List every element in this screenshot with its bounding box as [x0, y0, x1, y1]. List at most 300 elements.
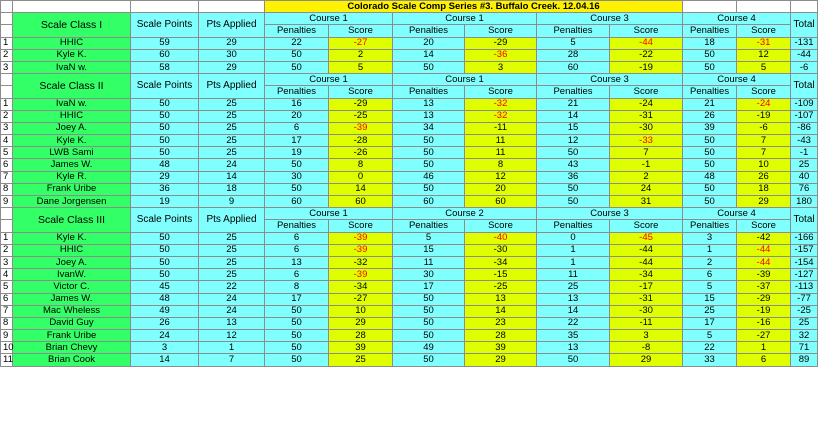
score-cell: -32 — [465, 110, 537, 122]
class-name: Scale Class III — [13, 208, 131, 232]
pts-applied: 24 — [199, 305, 265, 317]
pts-applied: 9 — [199, 196, 265, 208]
table-row — [1, 305, 818, 317]
score-cell: -42 — [737, 232, 791, 244]
total-cell: -113 — [791, 281, 818, 293]
total-cell: -1 — [791, 147, 818, 159]
score-cell: 5 — [737, 61, 791, 73]
table-row — [1, 37, 818, 49]
penalties-cell: 50 — [265, 317, 329, 329]
score-header: Score — [329, 25, 393, 37]
penalties-header: Penalties — [683, 25, 737, 37]
total-cell: -43 — [791, 135, 818, 147]
total-header: Total — [791, 13, 818, 37]
score-cell: -40 — [465, 232, 537, 244]
class-name: Scale Class II — [13, 74, 131, 98]
driver-name: HHIC — [13, 244, 131, 256]
score-cell: -30 — [610, 305, 683, 317]
penalties-cell: 50 — [265, 342, 329, 354]
penalties-cell: 60 — [265, 196, 329, 208]
score-header: Score — [610, 86, 683, 98]
score-cell: 6 — [737, 354, 791, 366]
score-cell: -30 — [610, 122, 683, 134]
penalties-cell: 50 — [683, 61, 737, 73]
pts-applied: 25 — [199, 269, 265, 281]
row-number: 10 — [1, 342, 13, 354]
score-cell: -39 — [329, 244, 393, 256]
penalties-header: Penalties — [393, 86, 465, 98]
row-number-header — [1, 220, 13, 232]
course-header: Course 1 — [393, 13, 537, 25]
penalties-cell: 13 — [393, 98, 465, 110]
row-number: 1 — [1, 232, 13, 244]
penalties-cell: 6 — [265, 232, 329, 244]
score-cell: -27 — [737, 330, 791, 342]
score-cell: 1 — [737, 342, 791, 354]
penalties-header: Penalties — [683, 86, 737, 98]
score-cell: -1 — [610, 159, 683, 171]
penalties-header: Penalties — [393, 220, 465, 232]
penalties-cell: 60 — [537, 61, 610, 73]
penalties-header: Penalties — [265, 86, 329, 98]
penalties-cell: 17 — [265, 135, 329, 147]
total-cell: 32 — [791, 330, 818, 342]
driver-name: James W. — [13, 159, 131, 171]
driver-name: Kyle K. — [13, 232, 131, 244]
score-cell: -25 — [329, 110, 393, 122]
penalties-cell: 50 — [537, 183, 610, 195]
score-header: Score — [737, 25, 791, 37]
score-cell: -44 — [610, 244, 683, 256]
penalties-cell: 50 — [393, 159, 465, 171]
pts-applied: 25 — [199, 110, 265, 122]
class-header-row — [1, 74, 818, 86]
score-cell: 10 — [737, 159, 791, 171]
score-cell: 29 — [465, 354, 537, 366]
pts-applied: 25 — [199, 135, 265, 147]
penalties-cell: 50 — [393, 317, 465, 329]
row-number-header — [1, 13, 13, 25]
penalties-cell: 50 — [393, 305, 465, 317]
penalties-cell: 11 — [537, 269, 610, 281]
score-cell: -45 — [610, 232, 683, 244]
penalties-cell: 48 — [683, 171, 737, 183]
scale-points: 36 — [131, 183, 199, 195]
row-number-header — [1, 25, 13, 37]
penalties-cell: 20 — [393, 37, 465, 49]
penalties-cell: 50 — [537, 196, 610, 208]
score-cell: -32 — [465, 98, 537, 110]
score-cell: -27 — [329, 37, 393, 49]
row-number: 2 — [1, 244, 13, 256]
penalties-cell: 25 — [683, 305, 737, 317]
table-row — [1, 147, 818, 159]
table-row — [1, 159, 818, 171]
table-row — [1, 244, 818, 256]
pts-applied: 18 — [199, 183, 265, 195]
row-number: 6 — [1, 159, 13, 171]
penalties-cell: 19 — [265, 147, 329, 159]
scale-points: 26 — [131, 317, 199, 329]
penalties-cell: 50 — [683, 147, 737, 159]
penalties-cell: 50 — [537, 354, 610, 366]
row-number: 1 — [1, 98, 13, 110]
pts-applied: 22 — [199, 281, 265, 293]
row-number-header — [1, 74, 13, 86]
penalties-cell: 50 — [393, 135, 465, 147]
driver-name: James W. — [13, 293, 131, 305]
penalties-cell: 0 — [537, 232, 610, 244]
row-number: 5 — [1, 281, 13, 293]
penalties-cell: 26 — [683, 110, 737, 122]
driver-name: IvaN w. — [13, 98, 131, 110]
penalties-header: Penalties — [265, 220, 329, 232]
scale-points: 48 — [131, 159, 199, 171]
score-cell: -25 — [465, 281, 537, 293]
penalties-header: Penalties — [393, 25, 465, 37]
table-row — [1, 196, 818, 208]
score-cell: -31 — [610, 293, 683, 305]
total-cell: 25 — [791, 317, 818, 329]
penalties-cell: 50 — [393, 147, 465, 159]
row-number: 9 — [1, 330, 13, 342]
penalties-header: Penalties — [537, 86, 610, 98]
row-number-header — [1, 86, 13, 98]
scale-points: 58 — [131, 61, 199, 73]
table-row — [1, 281, 818, 293]
penalties-cell: 14 — [537, 305, 610, 317]
table-row — [1, 49, 818, 61]
score-cell: -39 — [329, 232, 393, 244]
penalties-cell: 22 — [683, 342, 737, 354]
scale-points: 29 — [131, 171, 199, 183]
table-row — [1, 183, 818, 195]
penalties-cell: 14 — [537, 110, 610, 122]
class-header-row — [1, 13, 818, 25]
driver-name: Kyle K. — [13, 49, 131, 61]
pts-applied-header: Pts Applied — [199, 74, 265, 98]
scale-points: 19 — [131, 196, 199, 208]
score-cell: -17 — [610, 281, 683, 293]
driver-name: HHIC — [13, 110, 131, 122]
driver-name: Frank Uribe — [13, 183, 131, 195]
scale-points-header: Scale Points — [131, 208, 199, 232]
score-header: Score — [329, 220, 393, 232]
score-header: Score — [329, 86, 393, 98]
total-cell: -166 — [791, 232, 818, 244]
row-number: 2 — [1, 49, 13, 61]
pts-applied: 25 — [199, 98, 265, 110]
row-number: 8 — [1, 317, 13, 329]
score-cell: 20 — [465, 183, 537, 195]
table-row — [1, 135, 818, 147]
penalties-cell: 15 — [537, 122, 610, 134]
penalties-cell: 2 — [683, 256, 737, 268]
penalties-cell: 50 — [265, 354, 329, 366]
score-cell: -39 — [737, 269, 791, 281]
scale-points: 50 — [131, 110, 199, 122]
course-header: Course 3 — [537, 74, 683, 86]
score-cell: -34 — [610, 269, 683, 281]
scale-points: 48 — [131, 293, 199, 305]
penalties-cell: 17 — [265, 293, 329, 305]
score-cell: 29 — [329, 317, 393, 329]
row-number: 4 — [1, 135, 13, 147]
score-header: Score — [737, 220, 791, 232]
pts-applied: 13 — [199, 317, 265, 329]
class-header-row — [1, 208, 818, 220]
penalties-cell: 21 — [683, 98, 737, 110]
scale-points: 3 — [131, 342, 199, 354]
total-cell: -6 — [791, 61, 818, 73]
penalties-cell: 21 — [537, 98, 610, 110]
pts-applied: 30 — [199, 49, 265, 61]
score-header: Score — [465, 220, 537, 232]
score-cell: -44 — [737, 256, 791, 268]
total-cell: -154 — [791, 256, 818, 268]
table-row — [1, 256, 818, 268]
score-cell: -6 — [737, 122, 791, 134]
total-cell: -157 — [791, 244, 818, 256]
table-row — [1, 110, 818, 122]
total-cell: 40 — [791, 171, 818, 183]
scale-points: 50 — [131, 244, 199, 256]
course-header: Course 1 — [265, 13, 393, 25]
penalties-cell: 13 — [265, 256, 329, 268]
penalties-header: Penalties — [265, 25, 329, 37]
driver-name: David Guy — [13, 317, 131, 329]
penalties-cell: 30 — [393, 269, 465, 281]
score-cell: 0 — [329, 171, 393, 183]
penalties-cell: 50 — [683, 135, 737, 147]
scale-points: 50 — [131, 269, 199, 281]
score-cell: 2 — [329, 49, 393, 61]
score-cell: 31 — [610, 196, 683, 208]
penalties-cell: 13 — [393, 110, 465, 122]
driver-name: Frank Uribe — [13, 330, 131, 342]
score-cell: 18 — [737, 183, 791, 195]
penalties-header: Penalties — [537, 25, 610, 37]
scale-points: 24 — [131, 330, 199, 342]
penalties-cell: 6 — [265, 269, 329, 281]
score-cell: 11 — [465, 147, 537, 159]
pts-applied: 25 — [199, 147, 265, 159]
table-row — [1, 61, 818, 73]
score-header: Score — [610, 220, 683, 232]
score-cell: -37 — [737, 281, 791, 293]
penalties-cell: 50 — [683, 49, 737, 61]
score-cell: -19 — [737, 110, 791, 122]
score-cell: -8 — [610, 342, 683, 354]
course-header: Course 1 — [265, 208, 393, 220]
score-cell: -30 — [465, 244, 537, 256]
driver-name: HHIC — [13, 37, 131, 49]
penalties-cell: 50 — [265, 330, 329, 342]
pts-applied: 7 — [199, 354, 265, 366]
scale-points-header: Scale Points — [131, 13, 199, 37]
scale-points: 50 — [131, 122, 199, 134]
table-row — [1, 293, 818, 305]
penalties-cell: 46 — [393, 171, 465, 183]
pts-applied: 25 — [199, 122, 265, 134]
penalties-cell: 5 — [683, 281, 737, 293]
score-cell: -34 — [465, 256, 537, 268]
table-row — [1, 171, 818, 183]
penalties-cell: 50 — [393, 330, 465, 342]
row-number: 8 — [1, 183, 13, 195]
penalties-cell: 6 — [265, 122, 329, 134]
penalties-cell: 1 — [537, 256, 610, 268]
row-number: 5 — [1, 147, 13, 159]
penalties-cell: 28 — [537, 49, 610, 61]
penalties-cell: 50 — [265, 61, 329, 73]
row-number: 11 — [1, 354, 13, 366]
penalties-header: Penalties — [683, 220, 737, 232]
pts-applied: 29 — [199, 37, 265, 49]
total-cell: 180 — [791, 196, 818, 208]
penalties-cell: 50 — [265, 305, 329, 317]
driver-name: Kyle K. — [13, 135, 131, 147]
pts-applied: 24 — [199, 159, 265, 171]
penalties-cell: 30 — [265, 171, 329, 183]
penalties-cell: 6 — [265, 244, 329, 256]
score-cell: -44 — [610, 37, 683, 49]
course-header: Course 3 — [537, 13, 683, 25]
penalties-cell: 3 — [683, 232, 737, 244]
pts-applied: 14 — [199, 171, 265, 183]
course-header: Course 1 — [265, 74, 393, 86]
pts-applied: 12 — [199, 330, 265, 342]
page-title: Colorado Scale Comp Series #3. Buffalo Creek. 12.04.16 — [265, 1, 683, 13]
score-header: Score — [465, 86, 537, 98]
penalties-cell: 17 — [683, 317, 737, 329]
penalties-cell: 43 — [537, 159, 610, 171]
row-number: 3 — [1, 122, 13, 134]
penalties-cell: 18 — [683, 37, 737, 49]
score-cell: 60 — [465, 196, 537, 208]
driver-name: Joey A. — [13, 122, 131, 134]
total-cell: 89 — [791, 354, 818, 366]
score-cell: -19 — [610, 61, 683, 73]
scale-points: 50 — [131, 147, 199, 159]
score-cell: -27 — [329, 293, 393, 305]
score-cell: -15 — [465, 269, 537, 281]
driver-name: Joey A. — [13, 256, 131, 268]
score-cell: 25 — [329, 354, 393, 366]
driver-name: Dane Jorgensen — [13, 196, 131, 208]
score-cell: -39 — [329, 122, 393, 134]
score-cell: -29 — [737, 293, 791, 305]
penalties-cell: 50 — [265, 49, 329, 61]
score-cell: 39 — [465, 342, 537, 354]
score-cell: 13 — [465, 293, 537, 305]
total-header: Total — [791, 74, 818, 98]
score-cell: -24 — [737, 98, 791, 110]
penalties-cell: 5 — [683, 330, 737, 342]
driver-name: IvaN w. — [13, 61, 131, 73]
score-cell: -44 — [737, 244, 791, 256]
table-row — [1, 342, 818, 354]
penalties-cell: 50 — [537, 147, 610, 159]
score-cell: 28 — [329, 330, 393, 342]
scale-points: 50 — [131, 98, 199, 110]
score-cell: -36 — [465, 49, 537, 61]
total-cell: -131 — [791, 37, 818, 49]
score-cell: 29 — [737, 196, 791, 208]
penalties-cell: 1 — [683, 244, 737, 256]
score-cell: -29 — [329, 98, 393, 110]
penalties-cell: 22 — [265, 37, 329, 49]
driver-name: Brian Chevy — [13, 342, 131, 354]
score-cell: 14 — [329, 183, 393, 195]
driver-name: Brian Cook — [13, 354, 131, 366]
penalties-cell: 60 — [393, 196, 465, 208]
scale-points: 59 — [131, 37, 199, 49]
score-cell: -34 — [329, 281, 393, 293]
score-cell: -22 — [610, 49, 683, 61]
penalties-cell: 25 — [537, 281, 610, 293]
score-header: Score — [737, 86, 791, 98]
score-cell: 11 — [465, 135, 537, 147]
table-row — [1, 122, 818, 134]
score-cell: -31 — [737, 37, 791, 49]
score-cell: -11 — [610, 317, 683, 329]
pts-applied: 29 — [199, 61, 265, 73]
penalties-cell: 5 — [393, 232, 465, 244]
total-cell: -127 — [791, 269, 818, 281]
penalties-cell: 16 — [265, 98, 329, 110]
course-header: Course 1 — [393, 74, 537, 86]
row-number: 7 — [1, 305, 13, 317]
score-cell: -26 — [329, 147, 393, 159]
pts-applied: 1 — [199, 342, 265, 354]
penalties-cell: 50 — [393, 183, 465, 195]
score-cell: 26 — [737, 171, 791, 183]
title-row — [1, 1, 818, 13]
penalties-cell: 13 — [537, 293, 610, 305]
penalties-cell: 13 — [537, 342, 610, 354]
score-cell: -19 — [737, 305, 791, 317]
row-number: 2 — [1, 110, 13, 122]
score-cell: -44 — [610, 256, 683, 268]
driver-name: IvanW. — [13, 269, 131, 281]
pts-applied-header: Pts Applied — [199, 13, 265, 37]
score-header: Score — [610, 25, 683, 37]
score-cell: 39 — [329, 342, 393, 354]
driver-name: Victor C. — [13, 281, 131, 293]
penalties-cell: 11 — [393, 256, 465, 268]
score-cell: 23 — [465, 317, 537, 329]
row-number: 9 — [1, 196, 13, 208]
total-cell: -107 — [791, 110, 818, 122]
total-cell: -77 — [791, 293, 818, 305]
penalties-cell: 17 — [393, 281, 465, 293]
penalties-cell: 39 — [683, 122, 737, 134]
total-cell: -44 — [791, 49, 818, 61]
driver-name: Kyle R. — [13, 171, 131, 183]
score-cell: -16 — [737, 317, 791, 329]
penalties-cell: 50 — [265, 159, 329, 171]
score-cell: 2 — [610, 171, 683, 183]
score-cell: -28 — [329, 135, 393, 147]
pts-applied: 25 — [199, 232, 265, 244]
scale-points-header: Scale Points — [131, 74, 199, 98]
penalties-cell: 36 — [537, 171, 610, 183]
penalties-cell: 5 — [537, 37, 610, 49]
score-cell: -11 — [465, 122, 537, 134]
score-cell: 12 — [465, 171, 537, 183]
pts-applied: 24 — [199, 293, 265, 305]
